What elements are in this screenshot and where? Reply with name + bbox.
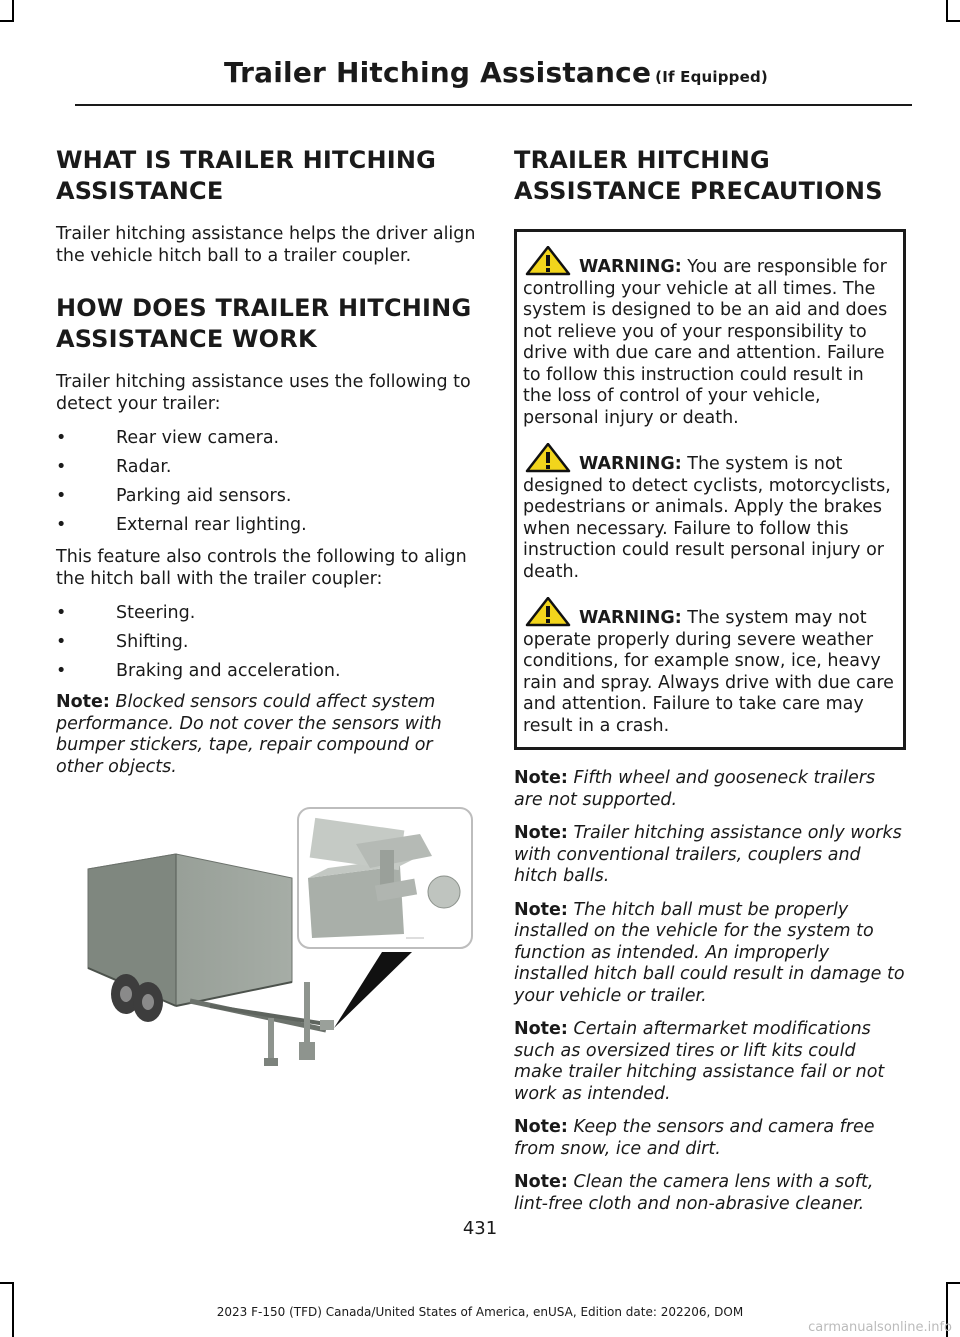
note-item [514, 823, 906, 888]
note-text: Certain aftermarket modifications such as oversized tires or lift kits could make trailer hitching assistance fail or not work as intended. [514, 1019, 885, 1104]
warning-label: WARNING: [579, 257, 682, 277]
watermark: carmanualsonline.info [808, 1320, 952, 1335]
note-label: Note: [514, 1117, 568, 1137]
note-text: Blocked sensors could affect system performance. Do not cover the sensors with bumper stickers, tape, repair compound or other objects. [56, 692, 442, 777]
warning-label: WARNING: [579, 454, 682, 474]
note-item [514, 900, 906, 1008]
note-item [514, 768, 906, 811]
header-title-suffix: (If Equipped) [655, 68, 768, 86]
left-column [56, 145, 476, 790]
warning-triangle-icon [523, 597, 573, 627]
note-label: Note: [514, 899, 568, 920]
list-item: • Radar. [56, 456, 476, 478]
list-item: • Steering. [56, 602, 476, 624]
header-rule [75, 104, 912, 106]
section-heading-precautions: TRAILER HITCHING ASSISTANCE PRECAUTIONS [514, 146, 883, 205]
warning-triangle-icon [523, 443, 573, 473]
warning-label: WARNING: [579, 608, 682, 628]
warning-triangle-icon [523, 246, 573, 276]
note-item [514, 1117, 906, 1160]
warning-item [523, 597, 897, 737]
warning-text: The system is not designed to detect cyclists, motorcyclists, pedestrians or animals. Apply the brakes when necessary. Failure to follow this instruction could result personal injury or death. [523, 454, 891, 582]
warnings-box [514, 229, 906, 750]
note-item [514, 1172, 906, 1215]
page-number: 431 [462, 1218, 498, 1239]
note-label: Note: [514, 1019, 568, 1039]
warning-item [523, 246, 897, 429]
warning-text: You are responsible for controlling your vehicle at all times. The system is designed to be an aid and does not relieve you of your responsibility to drive with due care and attention. Failure to follow this instruction could result in the loss of control of your vehicle, personal injury or death. [523, 257, 888, 428]
note-text: Keep the sensors and camera free from snow, ice and dirt. [514, 1117, 875, 1159]
note-label: Note: [56, 692, 110, 712]
note-text: The hitch ball must be properly installed on the vehicle for the system to function as intended. An improperly installed hitch ball could result in damage to your vehicle or trailer. [514, 899, 905, 1006]
note-blocked-sensors [56, 692, 476, 778]
crop-mark [946, 0, 948, 22]
list-item: • External rear lighting. [56, 514, 476, 536]
list-item: • Rear view camera. [56, 427, 476, 449]
list-item: • Braking and acceleration. [56, 660, 476, 682]
list-item: • Shifting. [56, 631, 476, 653]
detect-list [56, 427, 476, 536]
note-label: Note: [514, 768, 568, 788]
page-header-title [224, 56, 768, 89]
note-item [514, 1019, 906, 1105]
edition-footer: 2023 F-150 (TFD) Canada/United States of America, enUSA, Edition date: 202206, DOM [216, 1305, 744, 1319]
note-label: Note: [514, 1172, 568, 1192]
trailer-coupler-illustration [80, 806, 476, 1088]
section-heading-what-is: WHAT IS TRAILER HITCHING ASSISTANCE [56, 146, 437, 205]
crop-mark [0, 20, 14, 22]
header-title-text: Trailer Hitching Assistance [223, 56, 652, 89]
crop-mark [0, 1282, 14, 1284]
crop-mark [946, 1282, 960, 1284]
note-text: Clean the camera lens with a soft, lint-free cloth and non-abrasive cleaner. [514, 1172, 874, 1214]
note-text: Fifth wheel and gooseneck trailers are not supported. [514, 768, 876, 810]
note-text: Trailer hitching assistance only works with conventional trailers, couplers and hitch balls. [514, 823, 902, 886]
section-text-what-is: Trailer hitching assistance helps the driver align the vehicle hitch ball to a trailer coupler. [56, 224, 476, 266]
controls-list [56, 602, 476, 682]
right-column [514, 145, 906, 1227]
warning-item [523, 443, 897, 583]
crop-mark [12, 0, 14, 22]
warning-text: The system may not operate properly during severe weather conditions, for example snow, ice, heavy rain and spray. Always drive with due care and attention. Failure to take care may result in a crash. [523, 608, 894, 736]
note-label: Note: [514, 823, 568, 843]
list-item: • Parking aid sensors. [56, 485, 476, 507]
detect-intro: Trailer hitching assistance uses the following to detect your trailer: [56, 372, 471, 414]
trailer-illustration-svg [80, 806, 476, 1088]
crop-mark [946, 20, 960, 22]
controls-intro: This feature also controls the following to align the hitch ball with the trailer coupler: [56, 547, 467, 589]
section-heading-how-does: HOW DOES TRAILER HITCHING ASSISTANCE WORK [56, 294, 472, 353]
